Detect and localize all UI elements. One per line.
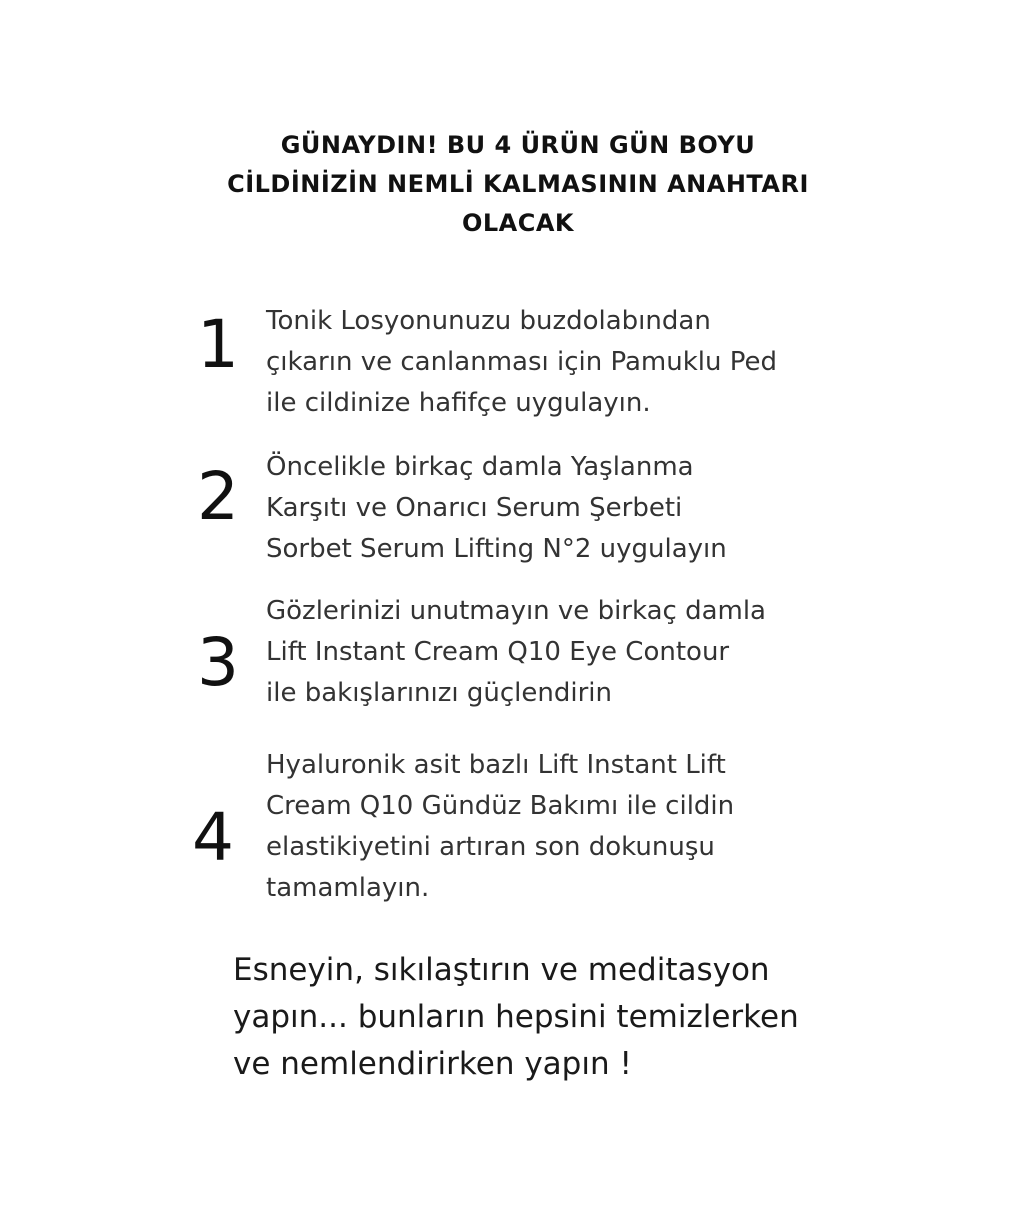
step-line: elastikiyetini artıran son dokunuşu bbox=[266, 832, 715, 862]
step-number: 4 bbox=[192, 799, 234, 876]
title-line: OLACAK bbox=[461, 209, 575, 237]
title-line: GÜNAYDIN! BU 4 ÜRÜN GÜN BOYU bbox=[280, 131, 756, 159]
closing-line: yapın... bunların hepsini temizlerken bbox=[233, 999, 799, 1035]
step-text bbox=[266, 447, 727, 570]
step-line: Karşıtı ve Onarıcı Serum Şerbeti bbox=[266, 493, 683, 523]
step-line: Gözlerinizi unutmayın ve birkaç damla bbox=[266, 596, 766, 626]
step-line: Hyaluronik asit bazlı Lift Instant Lift bbox=[266, 750, 726, 780]
step-line: Sorbet Serum Lifting N°2 uygulayın bbox=[266, 534, 727, 564]
closing-line: ve nemlendirirken yapın ! bbox=[233, 1046, 632, 1082]
step-line: ile cildinize hafifçe uygulayın. bbox=[266, 388, 651, 418]
step-number: 3 bbox=[197, 624, 239, 701]
step-text bbox=[266, 301, 777, 424]
step-line: tamamlayın. bbox=[266, 873, 430, 903]
step-text bbox=[266, 745, 734, 909]
title-line: CİLDİNİZİN NEMLİ KALMASININ ANAHTARI bbox=[227, 170, 809, 198]
page-title bbox=[160, 126, 876, 243]
step-line: Öncelikle birkaç damla Yaşlanma bbox=[266, 452, 694, 482]
step-line: Lift Instant Cream Q10 Eye Contour bbox=[266, 637, 730, 667]
closing-line: Esneyin, sıkılaştırın ve meditasyon bbox=[233, 952, 770, 988]
step-number: 2 bbox=[197, 458, 239, 535]
step-line: Tonik Losyonunuzu buzdolabından bbox=[266, 306, 711, 336]
step-number: 1 bbox=[197, 306, 239, 383]
step-text bbox=[266, 591, 766, 714]
step-line: ile bakışlarınızı güçlendirin bbox=[266, 678, 612, 708]
step-line: çıkarın ve canlanması için Pamuklu Ped bbox=[266, 347, 777, 377]
step-line: Cream Q10 Gündüz Bakımı ile cildin bbox=[266, 791, 735, 821]
closing-message bbox=[233, 947, 799, 1088]
